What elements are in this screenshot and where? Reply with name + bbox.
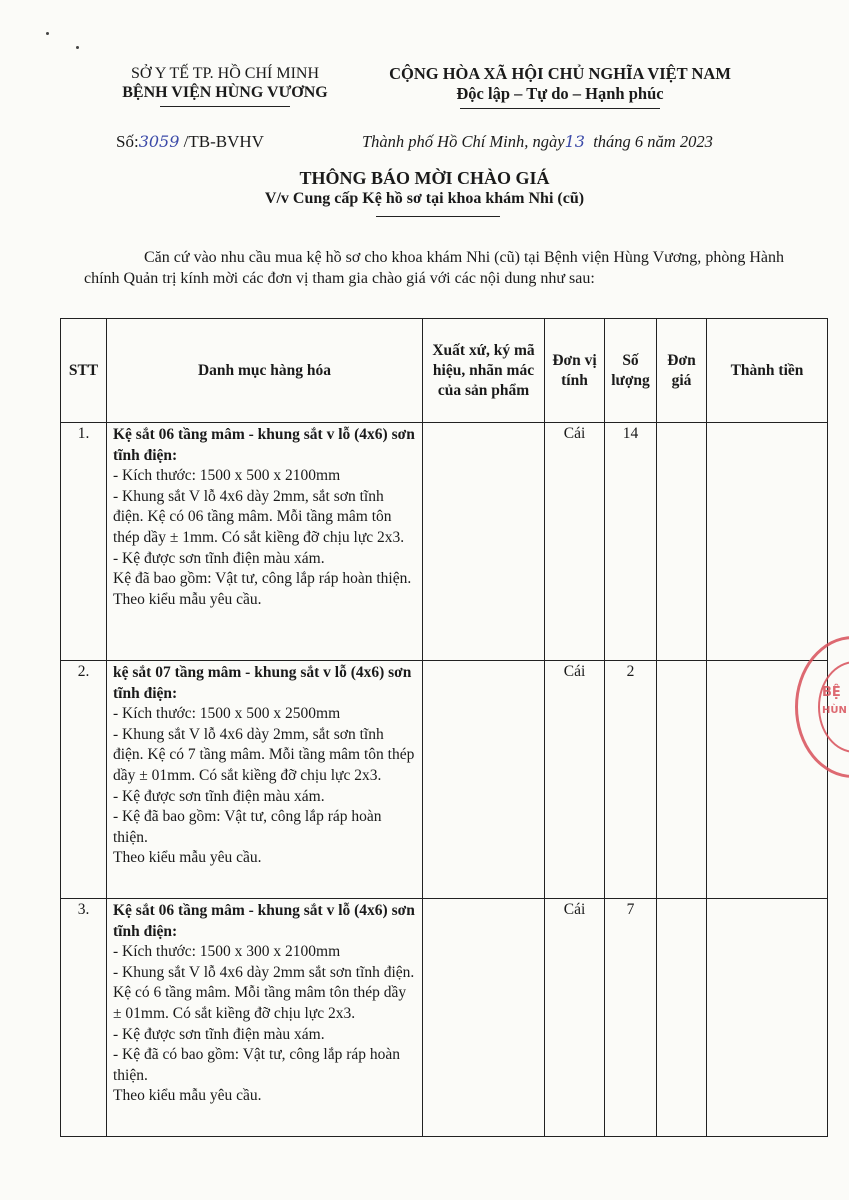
row-unit: Cái	[545, 423, 605, 661]
seal-text: HÙN	[822, 705, 847, 716]
document-date	[362, 132, 713, 152]
row-quantity: 2	[605, 661, 657, 899]
org-underline	[160, 106, 290, 107]
row-unit: Cái	[545, 661, 605, 899]
row-origin	[423, 423, 545, 661]
item-spec-line: - Khung sắt V lỗ 4x6 dày 2mm, sắt sơn tĩnh điện. Kệ có 7 tầng mâm. Mỗi tầng mâm tôn thép dầy ± 01mm. Có sắt kiềng đỡ chịu lực 2x3.	[113, 725, 415, 784]
item-spec-line: Kệ đã bao gồm: Vật tư, công lắp ráp hoàn thiện.	[113, 570, 412, 588]
item-spec-line: Theo kiểu mẫu yêu cầu.	[113, 849, 262, 867]
items-table	[60, 318, 828, 1137]
table-row	[61, 661, 828, 899]
scan-speck	[46, 32, 49, 35]
item-spec-line: - Kệ đã có bao gồm: Vật tư, công lắp ráp hoàn thiện.	[113, 1046, 401, 1084]
document-title: THÔNG BÁO MỜI CHÀO GIÁ	[299, 168, 550, 188]
table-row	[61, 423, 828, 661]
item-spec-line: - Kệ được sơn tĩnh điện màu xám.	[113, 1025, 325, 1043]
table-row	[61, 899, 828, 1137]
row-stt: 3.	[61, 899, 107, 1137]
item-spec-line: - Khung sắt V lỗ 4x6 dày 2mm, sắt sơn tĩnh điện. Kệ có 06 tầng mâm. Mỗi tầng mâm tôn thép dầy ± 1mm. Có sắt kiềng đỡ chịu lực 2x3.	[113, 487, 405, 546]
doc-number-handwritten: 3059	[138, 132, 180, 151]
motto-underline	[460, 108, 660, 109]
intro-paragraph	[84, 247, 784, 289]
item-spec-line: - Khung sắt V lỗ 4x6 dày 2mm sắt sơn tĩnh điện. Kệ có 6 tầng mâm. Mỗi tầng mâm tôn thép dầy ± 01mm. Có sắt kiềng đỡ chịu lực 2x3.	[113, 963, 415, 1022]
item-name: Kệ sắt 06 tầng mâm - khung sắt v lỗ (4x6) sơn tĩnh điện:	[113, 426, 415, 464]
date-suffix: tháng 6 năm 2023	[593, 132, 713, 151]
table-header-row	[61, 319, 828, 423]
national-header	[360, 64, 760, 109]
doc-number-prefix: Số:	[116, 132, 139, 151]
item-name: kệ sắt 07 tầng mâm - khung sắt v lỗ (4x6) sơn tĩnh điện:	[113, 664, 412, 702]
row-unit: Cái	[545, 899, 605, 1137]
org-line-2: BỆNH VIỆN HÙNG VƯƠNG	[122, 84, 328, 101]
title-underline	[376, 216, 500, 217]
row-unit-price	[657, 423, 707, 661]
item-spec-line: - Kích thước: 1500 x 500 x 2500mm	[113, 705, 341, 723]
row-description	[107, 423, 423, 661]
document-subtitle: V/v Cung cấp Kệ hồ sơ tại khoa khám Nhi (cũ)	[264, 190, 585, 207]
row-unit-price	[657, 661, 707, 899]
date-day-handwritten: 13	[564, 132, 585, 151]
row-description	[107, 661, 423, 899]
header-item-name: Danh mục hàng hóa	[107, 319, 423, 423]
row-quantity: 7	[605, 899, 657, 1137]
row-origin	[423, 899, 545, 1137]
row-unit-price	[657, 899, 707, 1137]
issuing-organization	[96, 64, 354, 107]
row-description	[107, 899, 423, 1137]
seal-text: BỆ	[822, 685, 841, 700]
item-spec-line: - Kệ đã bao gồm: Vật tư, công lắp ráp hoàn thiện.	[113, 808, 382, 846]
item-spec-line: Theo kiểu mẫu yêu cầu.	[113, 590, 262, 608]
document-number	[116, 132, 264, 152]
row-total	[707, 899, 828, 1137]
row-total	[707, 423, 828, 661]
row-stt: 1.	[61, 423, 107, 661]
scan-speck	[76, 46, 79, 49]
org-line-1: SỞ Y TẾ TP. HỒ CHÍ MINH	[130, 65, 319, 82]
nation-line-1: CỘNG HÒA XÃ HỘI CHỦ NGHĨA VIỆT NAM	[389, 64, 731, 83]
item-spec-line: - Kệ được sơn tĩnh điện màu xám.	[113, 549, 325, 567]
header-total: Thành tiền	[707, 319, 828, 423]
header-stt: STT	[61, 319, 107, 423]
item-spec-line: - Kệ được sơn tĩnh điện màu xám.	[113, 787, 325, 805]
item-spec-line: Theo kiểu mẫu yêu cầu.	[113, 1087, 262, 1105]
date-prefix: Thành phố Hồ Chí Minh, ngày	[362, 132, 565, 151]
header-unit: Đơn vị tính	[545, 319, 605, 423]
row-origin	[423, 661, 545, 899]
header-origin: Xuất xứ, ký mã hiệu, nhãn mác của sản phẩm	[423, 319, 545, 423]
row-quantity: 14	[605, 423, 657, 661]
row-stt: 2.	[61, 661, 107, 899]
item-spec-line: - Kích thước: 1500 x 500 x 2100mm	[113, 467, 341, 485]
doc-number-suffix: /TB-BVHV	[183, 132, 264, 151]
nation-line-2: Độc lập – Tự do – Hạnh phúc	[456, 84, 664, 103]
intro-text: Căn cứ vào nhu cầu mua kệ hồ sơ cho khoa khám Nhi (cũ) tại Bệnh viện Hùng Vương, phòng Hành chính Quản trị kính mời các đơn vị tham gia chào giá với các nội dung như sau:	[84, 249, 784, 287]
item-name: Kệ sắt 06 tầng mâm - khung sắt v lỗ (4x6) sơn tĩnh điện:	[113, 902, 415, 940]
item-spec-line: - Kích thước: 1500 x 300 x 2100mm	[113, 943, 341, 961]
header-unit-price: Đơn giá	[657, 319, 707, 423]
header-quantity: Số lượng	[605, 319, 657, 423]
